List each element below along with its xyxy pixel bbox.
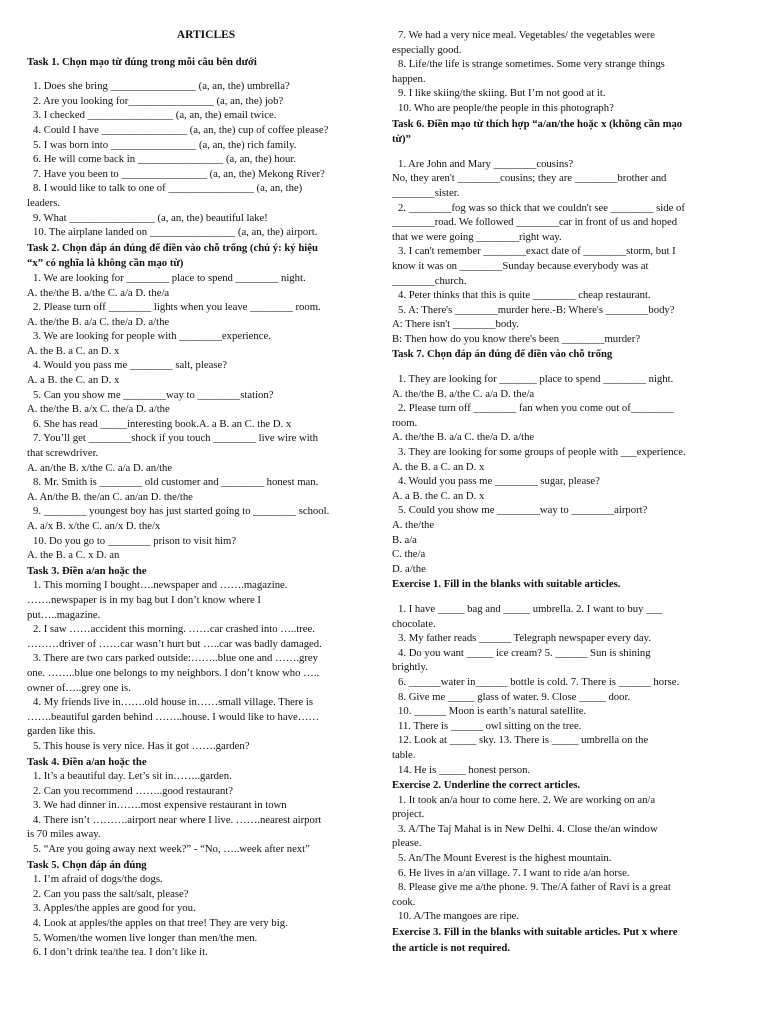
section-heading: “x” có nghĩa là không cần mạo từ) xyxy=(27,257,184,270)
exercise-line: 1. Are John and Mary ________cousins? xyxy=(398,157,574,170)
exercise-line: 11. There is ______ owl sitting on the tree. xyxy=(398,719,582,732)
page-title: ARTICLES xyxy=(176,29,236,41)
exercise-line: 3. We had dinner in…….most expensive restaurant in town xyxy=(33,799,287,812)
exercise-line: put…..magazine. xyxy=(27,608,101,621)
exercise-line: is 70 miles away. xyxy=(27,828,101,841)
exercise-line: 3. There are two cars parked outside:……..blue one and …….grey xyxy=(33,652,319,665)
exercise-line: 3. We are looking for people with ________experience. xyxy=(33,330,271,343)
exercise-line: 4. Do you want _____ ice cream? 5. ______ Sun is shining xyxy=(398,646,651,659)
exercise-line: 3. I checked ________________ (a, an, the) email twice. xyxy=(33,109,277,122)
exercise-line: 5. I was born into ________________ (a, an, the) rich family. xyxy=(33,138,297,151)
exercise-line: 2. Can you recommend ……..good restaurant? xyxy=(33,784,234,797)
exercise-line: 2. Can you pass the salt/salt, please? xyxy=(33,887,189,900)
exercise-line: 5. Could you show me ________way to ________airport? xyxy=(398,504,648,517)
section-heading: Task 2. Chọn đáp án đúng để điền vào chỗ trống (chú ý: ký hiệu xyxy=(27,241,318,254)
left-column xyxy=(27,28,385,960)
exercise-line: A. An/the B. the/an C. an/an D. the/the xyxy=(27,490,193,503)
exercise-line: 12. Look at _____ sky. 13. There is _____ umbrella on the xyxy=(398,734,649,747)
exercise-line: chocolate. xyxy=(392,617,436,630)
exercise-line: 1. I’m afraid of dogs/the dogs. xyxy=(33,873,163,886)
exercise-line: 10. Do you go to ________ prison to visit him? xyxy=(33,534,237,547)
section-heading: Exercise 1. Fill in the blanks with suitable articles. xyxy=(392,578,621,591)
exercise-line: 3. My father reads ______ Telegraph newspaper every day. xyxy=(398,632,651,645)
exercise-line: 1. I have _____ bag and _____ umbrella. 2. I want to buy ___ xyxy=(398,602,663,615)
exercise-line: 10. A/The mangoes are ripe. xyxy=(398,910,520,923)
exercise-line: 5. “Are you going away next week?” - “No, …..week after next” xyxy=(33,843,310,856)
exercise-line: 2. Please turn off ________ lights when you leave ________ room. xyxy=(33,301,321,314)
exercise-line: 10. ______ Moon is earth’s natural satellite. xyxy=(398,705,587,718)
exercise-line: please. xyxy=(392,837,422,850)
exercise-line: A. a B. the C. an D. x xyxy=(392,489,485,502)
exercise-line: 4. There isn’t ……….airport near where I live. …….nearest airport xyxy=(33,813,322,826)
section-heading: Task 4. Điền a/an hoặc the xyxy=(27,755,147,768)
exercise-line: 1. Does she bring ________________ (a, an, the) umbrella? xyxy=(33,80,290,93)
exercise-line: 3. Apples/the apples are good for you. xyxy=(33,902,196,915)
exercise-line: A: There isn't ________body. xyxy=(392,318,519,331)
right-column xyxy=(392,28,746,955)
exercise-line: 1. It’s a beautiful day. Let’s sit in……..garden. xyxy=(33,770,232,783)
exercise-line: 9. What ________________ (a, an, the) beautiful lake! xyxy=(33,211,268,224)
exercise-line: 6. ______water in______ bottle is cold. 7. There is ______ horse. xyxy=(398,675,680,688)
exercise-line: A. the B. a C. an D. x xyxy=(392,460,485,473)
exercise-line: brightly. xyxy=(392,661,428,674)
exercise-line: owner of…..grey one is. xyxy=(27,681,131,694)
exercise-line: ………driver of ……car wasn’t hurt but …..car was badly damaged. xyxy=(27,637,322,650)
exercise-line: 2. ________fog was so thick that we couldn't see ________ side of xyxy=(398,201,685,214)
exercise-line: 2. Please turn off ________ fan when you come out of________ xyxy=(398,402,674,415)
exercise-line: 9. ________ youngest boy has just started going to ________ school. xyxy=(33,505,330,518)
exercise-line: 10. Who are people/the people in this photograph? xyxy=(398,101,614,114)
section-heading: Task 6. Điền mạo từ thích hợp “a/an/the hoặc x (không cần mạo xyxy=(392,117,683,130)
exercise-line: No, they aren't ________cousins; they are ________brother and xyxy=(392,172,667,185)
exercise-line: 5. A: There's ________murder here.-B: Where's ________body? xyxy=(398,303,675,316)
exercise-line: C. the/a xyxy=(392,548,426,561)
exercise-line: one. ……..blue one belongs to my neighbors. I don’t know who ….. xyxy=(27,666,320,679)
section-heading: the article is not required. xyxy=(392,941,511,954)
exercise-line: 6. She has read _____interesting book.A. a B. an C. the D. x xyxy=(33,417,292,430)
exercise-line: cook. xyxy=(392,895,416,908)
exercise-line: B. a/a xyxy=(392,533,417,546)
exercise-line: 2. I saw ……accident this morning. ……car crashed into …..tree. xyxy=(33,623,315,636)
exercise-line: 1. This morning I bought….newspaper and …….magazine. xyxy=(33,579,288,592)
section-heading: Exercise 3. Fill in the blanks with suitable articles. Put x where xyxy=(392,926,678,939)
exercise-line: happen. xyxy=(392,72,426,85)
exercise-line: 1. We are looking for ________ place to spend ________ night. xyxy=(33,271,306,284)
section-heading: Task 7. Chọn đáp án đúng để điền vào chỗ trống xyxy=(392,348,613,361)
exercise-line: 4. Could I have ________________ (a, an, the) cup of coffee please? xyxy=(33,123,329,136)
exercise-line: 4. Would you pass me ________ salt, please? xyxy=(33,359,227,372)
exercise-line: 5. An/The Mount Everest is the highest mountain. xyxy=(398,852,612,865)
exercise-line: 3. They are looking for some groups of people with ___experience. xyxy=(398,446,686,459)
exercise-line: 6. He lives in a/an village. 7. I want to ride a/an horse. xyxy=(398,866,630,879)
exercise-line: D. a/the xyxy=(392,562,426,575)
exercise-line: B: Then how do you know there's been ________murder? xyxy=(392,332,641,345)
exercise-line: that we were going ________right way. xyxy=(392,230,562,243)
exercise-line: A. a B. the C. an D. x xyxy=(27,374,120,387)
exercise-line: know it was on ________Sunday because everybody was at xyxy=(392,259,649,272)
exercise-line: 7. Have you been to ________________ (a, an, the) Mekong River? xyxy=(33,167,325,180)
exercise-line: 4. My friends live in…….old house in……small village. There is xyxy=(33,696,314,709)
exercise-line: A. the/the B. a/a C. the/a D. a/the xyxy=(392,431,535,444)
exercise-line: A. the/the B. a/a C. the/a D. a/the xyxy=(27,315,170,328)
exercise-line: 3. I can't remember ________exact date of ________storm, but I xyxy=(398,245,676,258)
exercise-line: 1. It took an/a hour to come here. 2. We are working on an/a xyxy=(398,793,656,806)
exercise-line: A. the/the B. a/the C. a/a D. the/a xyxy=(392,387,535,400)
exercise-line: 8. Please give me a/the phone. 9. The/A father of Ravi is a great xyxy=(398,881,671,894)
exercise-line: 9. I like skiing/the skiing. But I’m not good at it. xyxy=(398,87,606,100)
exercise-line: 4. Would you pass me ________ sugar, please? xyxy=(398,475,600,488)
section-heading: Exercise 2. Underline the correct articles. xyxy=(392,779,581,792)
exercise-line: A. a/x B. x/the C. an/x D. the/x xyxy=(27,520,161,532)
section-heading: từ)” xyxy=(392,133,411,146)
exercise-line: 7. You’ll get ________shock if you touch ________ live wire with xyxy=(33,432,318,445)
exercise-line: 2. Are you looking for________________ (a, an, the) job? xyxy=(33,94,284,107)
exercise-line: 5. Women/the women live longer than men/the men. xyxy=(33,931,258,944)
exercise-line: 6. He will come back in ________________ (a, an, the) hour. xyxy=(33,153,296,166)
exercise-line: 7. We had a very nice meal. Vegetables/ the vegetables were xyxy=(398,29,655,41)
section-heading: Task 5. Chọn đáp án đúng xyxy=(27,858,147,871)
exercise-line: …….newspaper is in my bag but I don’t know where I xyxy=(27,593,261,606)
exercise-line: 1. They are looking for _______ place to spend ________ night. xyxy=(398,373,674,386)
exercise-line: 4. Peter thinks that this is quite ________ cheap restaurant. xyxy=(398,289,651,302)
spacer xyxy=(392,147,746,157)
exercise-line: 8. I would like to talk to one of ________________ (a, an, the) xyxy=(33,182,303,195)
exercise-line: A. an/the B. x/the C. a/a D. an/the xyxy=(27,461,173,474)
exercise-line: that screwdriver. xyxy=(27,447,99,460)
exercise-line: ________sister. xyxy=(392,186,460,199)
exercise-line: 3. A/The Taj Mahal is in New Delhi. 4. Close the/an window xyxy=(398,822,658,835)
exercise-line: A. the B. a C. x D. an xyxy=(27,549,120,562)
exercise-line: table. xyxy=(392,748,416,761)
exercise-line: ________road. We followed ________car in front of us and hoped xyxy=(392,216,678,229)
exercise-line: 4. Look at apples/the apples on that tree! They are very big. xyxy=(33,917,288,930)
exercise-line: A. the/the B. a/x C. the/a D. a/the xyxy=(27,403,170,416)
exercise-line: ________church. xyxy=(392,274,467,287)
exercise-line: especially good. xyxy=(392,43,462,56)
exercise-line: project. xyxy=(392,808,425,821)
exercise-line: A. the/the xyxy=(392,519,435,531)
exercise-line: A. the B. a C. an D. x xyxy=(27,344,120,357)
exercise-line: leaders. xyxy=(27,196,60,209)
section-heading: Task 1. Chọn mạo từ đúng trong mỗi câu bên dưới xyxy=(27,55,257,68)
exercise-line: room. xyxy=(392,416,418,429)
exercise-line: 6. I don’t drink tea/the tea. I don’t like it. xyxy=(33,946,208,959)
exercise-line: A. the/the B. a/the C. a/a D. the/a xyxy=(27,286,170,299)
exercise-line: 5. This house is very nice. Has it got …….garden? xyxy=(33,739,250,752)
exercise-line: …….beautiful garden behind ……..house. I would like to have…… xyxy=(27,710,320,723)
exercise-line: 8. Give me _____ glass of water. 9. Close _____ door. xyxy=(398,690,631,703)
exercise-line: 8. Life/the life is strange sometimes. Some very strange things xyxy=(398,58,665,71)
exercise-line: 10. The airplane landed on ________________ (a, an, the) airport. xyxy=(33,226,318,239)
exercise-line: 14. He is _____ honest person. xyxy=(398,763,531,776)
exercise-line: 8. Mr. Smith is ________ old customer and ________ honest man. xyxy=(33,476,319,489)
section-heading: Task 3. Điền a/an hoặc the xyxy=(27,564,147,577)
exercise-line: 5. Can you show me ________way to ________station? xyxy=(33,388,274,401)
exercise-line: garden like this. xyxy=(27,725,96,738)
